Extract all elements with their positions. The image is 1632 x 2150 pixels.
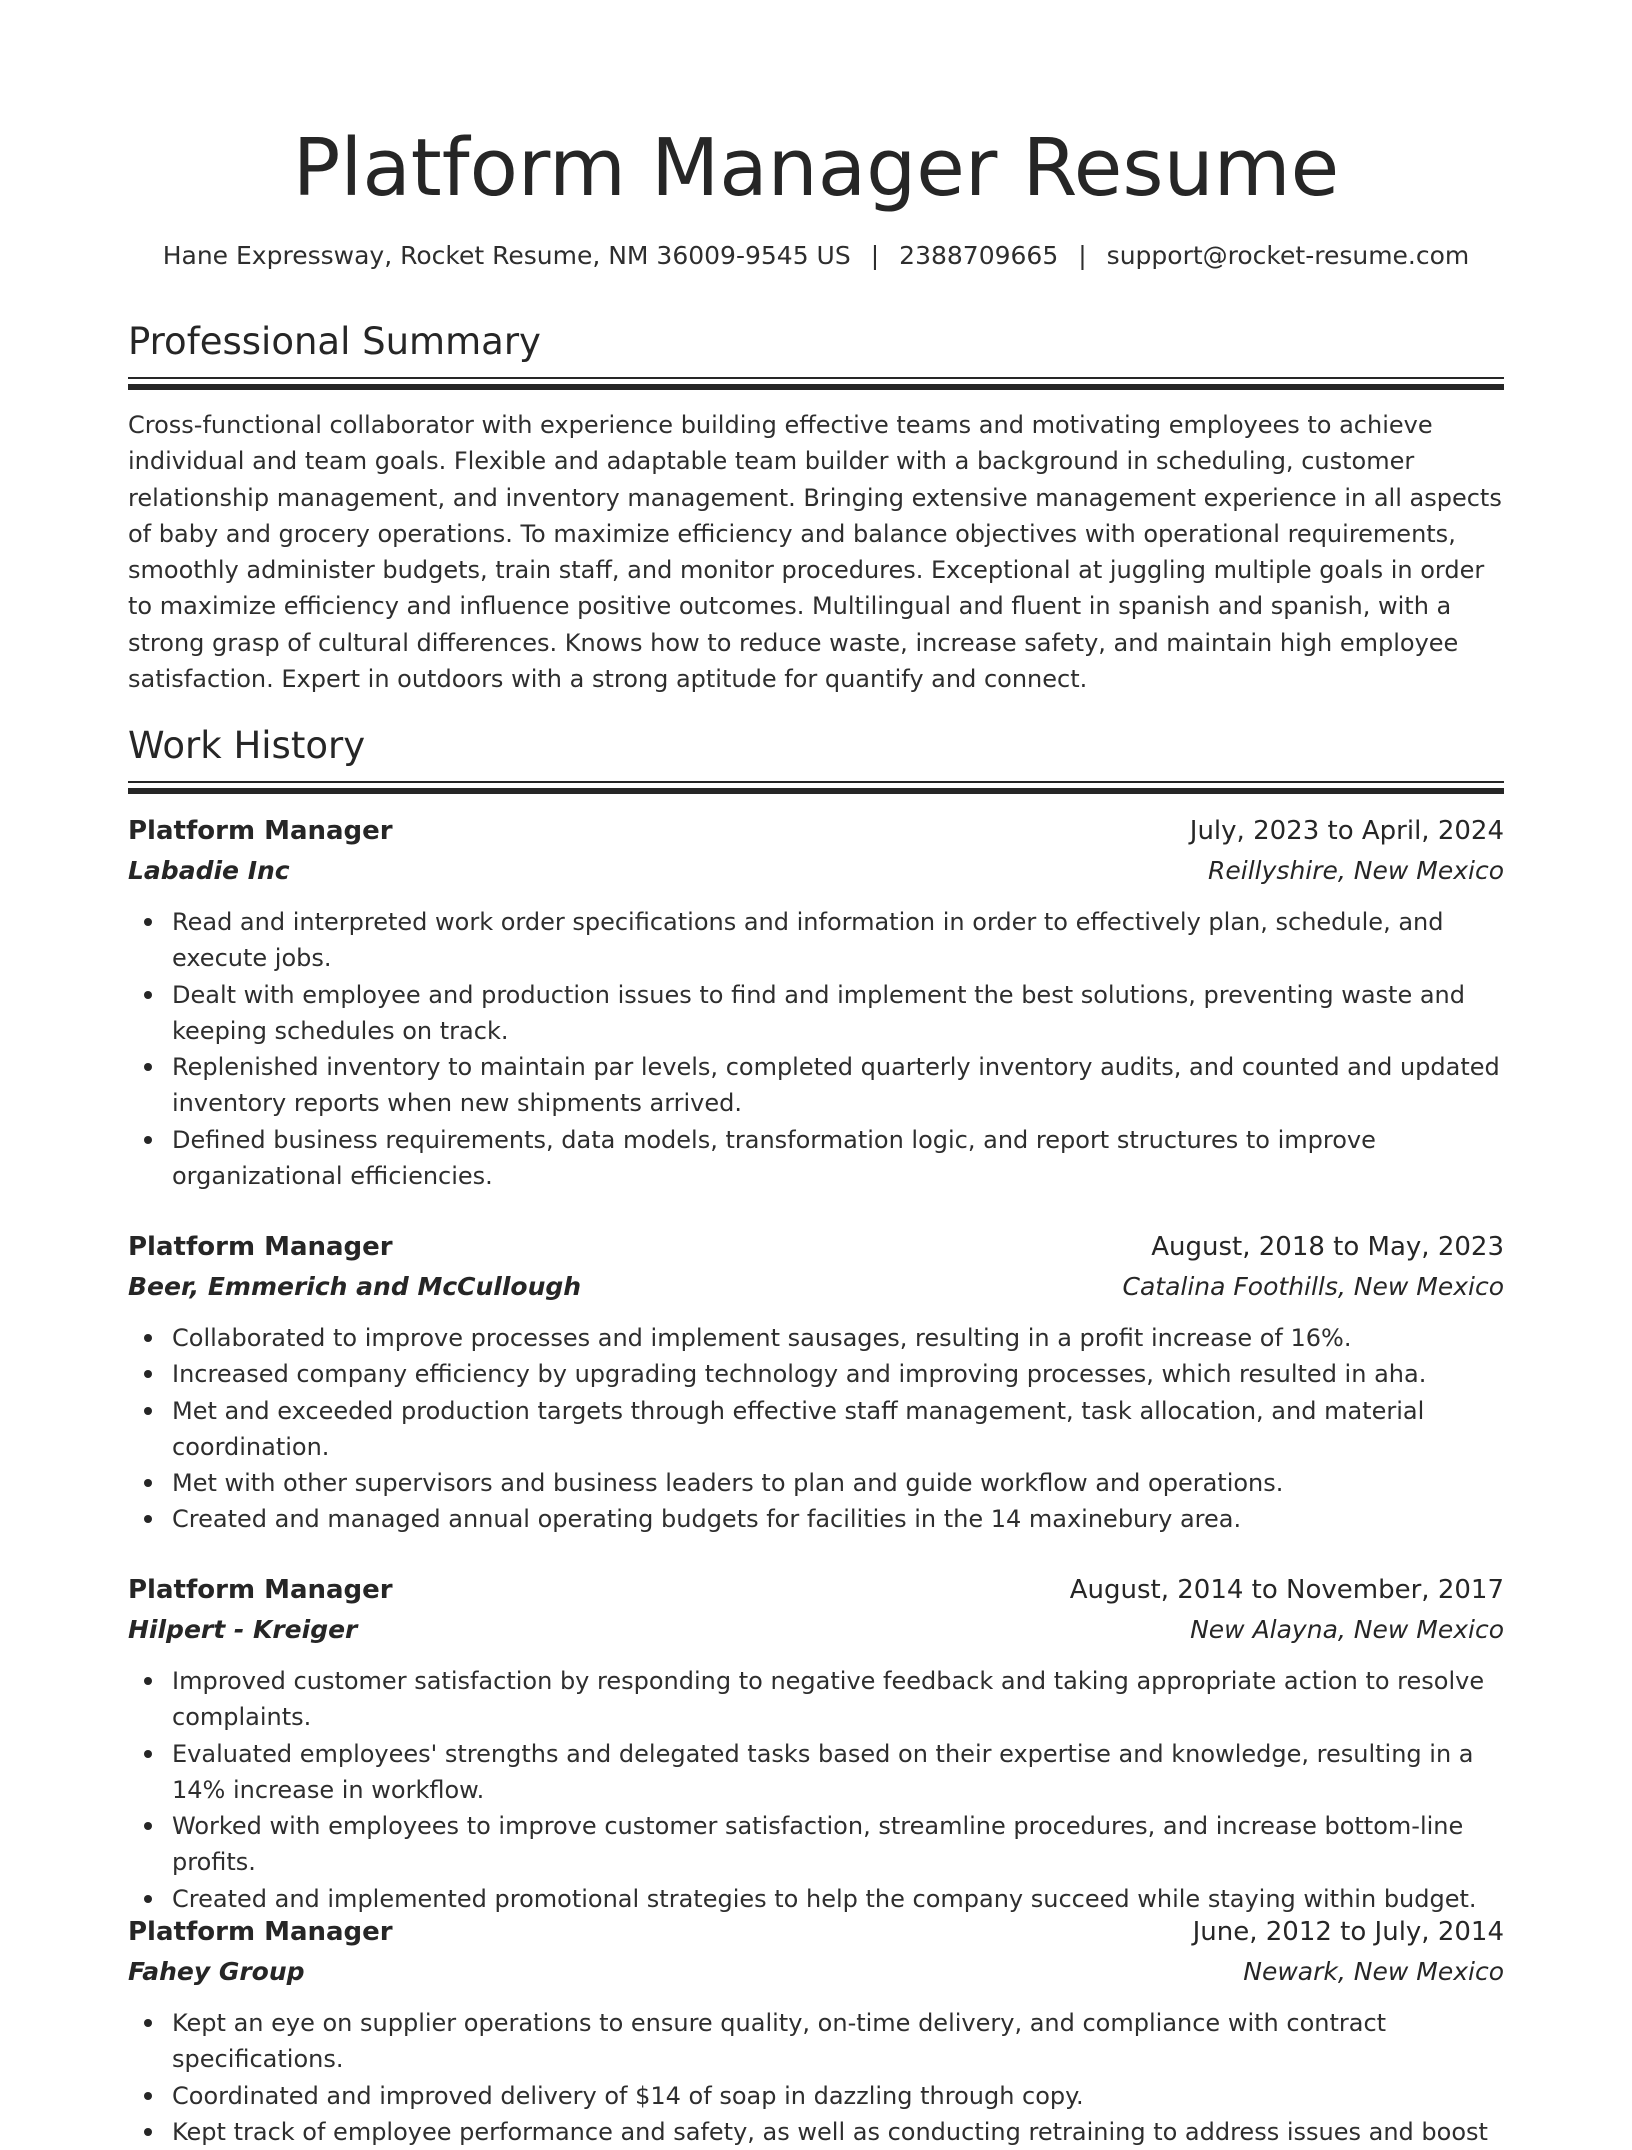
job-bullet [128,1465,1504,1501]
job-location: New Alayna, New Mexico [1190,1615,1504,1644]
job-bullet [128,1122,1504,1195]
bullet-dot [144,1479,152,1487]
job-bullet [128,1049,1504,1122]
job-company: Labadie Inc [128,856,290,885]
summary-text: Cross-functional collaborator with experience building effective teams and motivating employees to achieve individual and team goals. Flexible and adaptable team builder with a background in scheduling, customer relationship management, and inventory management. Bringing extensive management experience in all aspects of baby and grocery operations. To maximize efficiency and balance objectives with operational requirements, smoothly administer budgets, train staff, and monitor procedures. Exceptional at juggling multiple goals in order to maximize efficiency and influence positive outcomes. Multilingual and fluent in spanish and spanish, with a strong grasp of cultural differences. Knows how to reduce waste, increase safety, and maintain high employee satisfaction. Expert in outdoors with a strong aptitude for quantify and connect. [128,411,1502,694]
job-bullet-text: Coordinated and improved delivery of $14 of soap in dazzling through copy. [172,2081,1084,2110]
bullet-dot [144,918,152,926]
job-bullet-list [128,1663,1504,1917]
bullet-dot [144,1750,152,1758]
bullet-dot [144,1677,152,1685]
job-location: Newark, New Mexico [1243,1957,1504,1986]
job-entry [128,811,1504,1194]
job-bullet-text: Dealt with employee and production issues to find and implement the best solutions, preventing waste and keeping schedules on track. [172,980,1465,1045]
job-dates: June, 2012 to July, 2014 [1192,1917,1504,1947]
job-location: Reillyshire, New Mexico [1208,856,1504,885]
job-bullet [128,1393,1504,1466]
job-location: Catalina Foothills, New Mexico [1122,1272,1504,1301]
job-bullet-text: Met with other supervisors and business leaders to plan and guide workflow and operations. [172,1469,1284,1498]
bullet-dot [144,1370,152,1378]
contact-email: support@rocket-resume.com [1106,241,1470,270]
job-header-row [128,1912,1504,1952]
job-bullet-text: Collaborated to improve processes and implement sausages, resulting in a profit increase of 16%. [172,1324,1352,1352]
job-bullet-text: Defined business requirements, data models, transformation logic, and report structures to improve organizational efficiencies. [172,1125,1376,1191]
job-bullet [128,1356,1504,1392]
bullet-dot [144,1407,152,1415]
job-entry [128,1912,1504,2150]
job-company-row [128,1610,1504,1650]
job-bullet [128,1501,1504,1537]
bullet-dot [144,991,152,999]
job-header-row [128,811,1504,851]
page-title: Platform Manager Resume [292,122,1340,214]
contact-address: Hane Expressway, Rocket Resume, NM 36009-9545 US [162,241,851,270]
section-divider-thick [128,384,1504,390]
section-divider-thick [128,788,1504,794]
job-company: Fahey Group [128,1957,305,1986]
job-bullet-text: Increased company efficiency by upgrading technology and improving processes, which resulted in aha. [172,1360,1427,1389]
job-bullet [128,977,1504,1050]
work-history-heading: Work History [128,724,366,767]
job-header-row [128,1570,1504,1610]
job-bullet-list [128,1320,1504,1538]
contact-separator: | [870,241,880,270]
job-company-row [128,1267,1504,1307]
bullet-dot [144,2019,152,2027]
job-bullet-list [128,2005,1504,2150]
job-bullet-text: Kept an eye on supplier operations to ensure quality, on-time delivery, and compliance with contract specifications. [172,2009,1387,2074]
job-bullet-text: Kept track of employee performance and safety, as well as conducting retraining to address issues and boost [172,2117,1488,2146]
job-dates: August, 2018 to May, 2023 [1151,1232,1504,1262]
job-bullet [128,2005,1504,2078]
job-company: Beer, Emmerich and McCullough [128,1272,582,1301]
job-company: Hilpert - Kreiger [128,1615,358,1644]
job-entry [128,1227,1504,1538]
job-bullet [128,1808,1504,1881]
job-title: Platform Manager [128,1575,393,1605]
contact-separator: | [1078,241,1087,270]
job-bullet-list [128,904,1504,1194]
job-company-row [128,1952,1504,1992]
job-entry [128,1570,1504,1917]
job-dates: July, 2023 to April, 2024 [1189,816,1504,846]
bullet-dot [144,1334,152,1342]
job-company-row [128,851,1504,891]
bullet-dot [144,1895,152,1903]
bullet-dot [144,1822,152,1830]
job-bullet-text: Created and implemented promotional strategies to help the company succeed while staying within budget. [172,1884,1477,1913]
job-bullet [128,904,1504,977]
contact-phone: 2388709665 [899,241,1059,270]
bullet-dot [144,2128,152,2136]
job-bullet [128,1320,1504,1356]
job-bullet [128,1663,1504,1736]
job-title: Platform Manager [128,816,393,846]
job-bullet-text: Evaluated employees' strengths and delegated tasks based on their expertise and knowledge, resulting in a 14% increase in workflow. [172,1739,1474,1804]
job-dates: August, 2014 to November, 2017 [1069,1575,1504,1605]
job-bullet-text: Met and exceeded production targets through effective staff management, task allocation, and material coordination. [172,1396,1425,1461]
job-bullet-text: Improved customer satisfaction by responding to negative feedback and taking appropriate action to resolve complaints. [172,1667,1485,1732]
job-bullet-text: Read and interpreted work order specifications and information in order to effectively plan, schedule, and execute jobs. [172,908,1444,973]
job-bullet-text: Worked with employees to improve customer satisfaction, streamline procedures, and increase bottom-line profits. [172,1812,1464,1877]
job-header-row [128,1227,1504,1267]
bullet-dot [144,2092,152,2100]
job-bullet [128,2114,1504,2150]
bullet-dot [144,1515,152,1523]
bullet-dot [144,1136,152,1144]
job-title: Platform Manager [128,1232,393,1262]
summary-heading: Professional Summary [128,320,541,363]
section-divider-thin [128,377,1504,379]
job-title: Platform Manager [128,1917,393,1947]
job-bullet [128,1736,1504,1809]
job-bullet-text: Replenished inventory to maintain par levels, completed quarterly inventory audits, and counted and updated inventory reports when new shipments arrived. [172,1053,1500,1118]
job-bullet-text: Created and managed annual operating budgets for facilities in the 14 maxinebury area. [172,1505,1242,1534]
contact-line [128,238,1504,274]
job-bullet [128,2078,1504,2114]
bullet-dot [144,1063,152,1071]
section-divider-thin [128,781,1504,783]
